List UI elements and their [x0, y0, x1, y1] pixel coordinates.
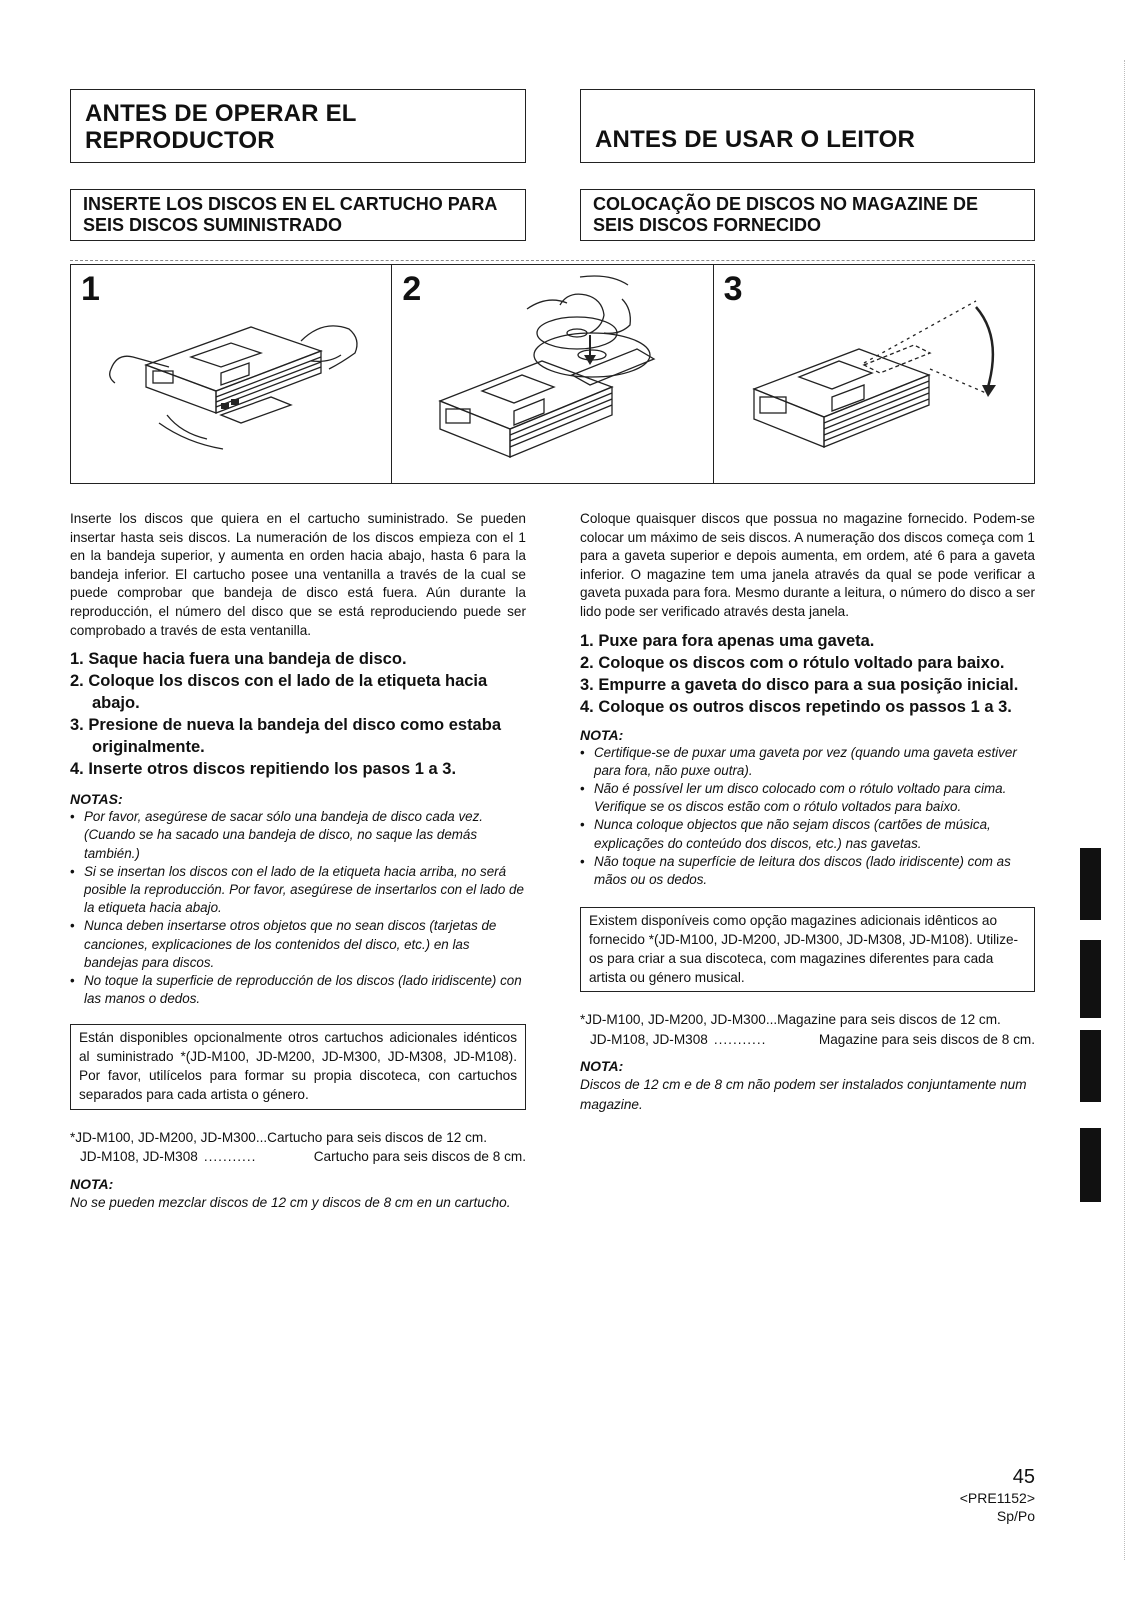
section-subtitle-spanish: INSERTE LOS DISCOS EN EL CARTUCHO PARA SEIS DISCOS SUMINISTRADO	[83, 194, 497, 235]
title-box-portuguese	[580, 89, 1035, 163]
optional-cartridges-text: Están disponibles opcionalmente otros cartuchos adicionales idénticos al suministrado *(JD-M100, JD-M200, JD-M300, JD-M308, JD-M108). Por favor, utilícelos para formar su propia discoteca, con cartuchos separados para cada artista o género.	[79, 1030, 517, 1102]
divider	[70, 260, 1035, 261]
disc-placement-illustration	[392, 265, 710, 483]
tray-push-back-illustration	[714, 265, 1032, 483]
optional-cartridges-box-spanish	[70, 1024, 526, 1109]
illustration-strip	[70, 264, 1035, 484]
step-number-1: 1	[81, 270, 100, 308]
page-title-portuguese: ANTES DE USAR O LEITOR	[595, 126, 915, 153]
title-box-spanish	[70, 89, 526, 163]
note-item: • Nunca deben insertarse otros objetos que no sean discos (tarjetas de canciones, explicaciones de los contenidos del disco, etc.) en las bandejas para discos.	[70, 917, 526, 972]
steps-list-portuguese	[580, 630, 1035, 718]
edge-tab-1	[1080, 848, 1101, 920]
portuguese-column	[580, 510, 1035, 1114]
cartridge-tray-pull-illustration	[71, 265, 389, 483]
language-code: Sp/Po	[996, 1508, 1035, 1524]
illustration-panel-3	[713, 265, 1034, 483]
document-code: <PRE1152>	[959, 1490, 1035, 1506]
illustration-panel-2	[391, 265, 712, 483]
notes-heading-spanish: NOTAS:	[70, 791, 123, 808]
nota-text-portuguese: Discos de 12 cm e de 8 cm não podem ser instalados conjuntamente num magazine.	[580, 1077, 1027, 1112]
step-item: 1. Puxe para fora apenas uma gaveta.	[580, 631, 875, 650]
right-edge-line	[1124, 60, 1126, 1560]
nota-heading-portuguese: NOTA:	[580, 1058, 624, 1075]
step-number-3: 3	[723, 270, 743, 308]
note-item: • Si se insertan los discos con el lado de la etiqueta hacia arriba, no será posible la reproducción. Por favor, asegúrese de insertarlos con el lado de la etiqueta hacia abajo.	[70, 863, 526, 918]
footnote-dots: ...........	[203, 1149, 257, 1165]
footnote-line-1: *JD-M100, JD-M200, JD-M300...Magazine para seis discos de 12 cm.	[580, 1012, 1001, 1028]
edge-tab-3	[1080, 1030, 1101, 1102]
step-item: 2. Coloque los discos con el lado de la etiqueta hacia abajo.	[70, 672, 488, 713]
optional-magazines-text: Existem disponíveis como opção magazines adicionais idênticos ao fornecido *(JD-M100, JD-M200, JD-M300, JD-M308, JD-M108). Utilize-os para criar a sua discoteca, com magazines diferentes para cada artista ou género musical.	[589, 913, 1019, 985]
footnote-models: JD-M108, JD-M308	[590, 1031, 708, 1047]
subtitle-box-spanish	[70, 189, 526, 241]
edge-tab-4	[1080, 1128, 1101, 1202]
step-item: 1. Saque hacia fuera una bandeja de disco.	[70, 650, 407, 669]
footnote-description: Cartucho para seis discos de 8 cm.	[313, 1149, 526, 1165]
optional-magazines-box-portuguese	[580, 907, 1035, 992]
page-title-spanish: ANTES DE OPERAR EL REPRODUCTOR	[85, 100, 357, 154]
illustration-panel-1	[71, 265, 391, 483]
note-item: • Por favor, asegúrese de sacar sólo una bandeja de disco cada vez. (Cuando se ha sacado una bandeja de disco, no saque las demás también.)	[70, 808, 526, 863]
notes-list-portuguese	[580, 744, 1035, 890]
nota-text-spanish: No se pueden mezclar discos de 12 cm y discos de 8 cm en un cartucho.	[70, 1194, 511, 1210]
page-footer	[900, 1465, 1035, 1525]
nota-heading-spanish: NOTA:	[70, 1175, 114, 1192]
note-item: • No toque la superficie de reproducción de los discos (lado iridiscente) con las manos o dedos.	[70, 972, 526, 1008]
footnote-line-2	[70, 1147, 526, 1167]
footnote-spanish	[70, 1128, 526, 1167]
notes-heading-portuguese: NOTA:	[580, 726, 624, 743]
step-number-2: 2	[402, 270, 422, 308]
note-item: • Não é possível ler um disco colocado com o rótulo voltado para cima. Verifique se os discos estão com o rótulo voltados para baixo.	[580, 780, 1035, 816]
notes-list-spanish	[70, 808, 526, 1008]
footnote-portuguese	[580, 1010, 1035, 1049]
steps-list-spanish	[70, 648, 526, 780]
note-item: • Certifique-se de puxar uma gaveta por vez (quando uma gaveta estiver para fora, não puxe outra).	[580, 744, 1035, 780]
step-item: 4. Inserte otros discos repitiendo los pasos 1 a 3.	[70, 760, 457, 779]
step-item: 2. Coloque os discos com o rótulo voltado para baixo.	[580, 653, 1005, 672]
footnote-dots: ...........	[713, 1031, 767, 1047]
footnote-line-1: *JD-M100, JD-M200, JD-M300...Cartucho para seis discos de 12 cm.	[70, 1129, 488, 1145]
footnote-description: Magazine para seis discos de 8 cm.	[818, 1031, 1035, 1047]
subtitle-box-portuguese	[580, 189, 1035, 241]
section-subtitle-portuguese: COLOCAÇÃO DE DISCOS NO MAGAZINE DE SEIS DISCOS FORNECIDO	[593, 194, 979, 235]
edge-tab-2	[1080, 940, 1101, 1018]
note-item: • Não toque na superfície de leitura dos discos (lado iridiscente) com as mãos ou os dedos.	[580, 853, 1035, 889]
step-item: 3. Presione de nueva la bandeja del disco como estaba originalmente.	[70, 716, 501, 757]
step-item: 3. Empurre a gaveta do disco para a sua posição inicial.	[580, 675, 1019, 694]
intro-paragraph-spanish: Inserte los discos que quiera en el cartucho suministrado. Se pueden insertar hasta seis discos. La numeración de los discos empieza con el 1 en la bandeja superior, y aumenta en orden hacia abajo, hasta 6 para la bandeja inferior. El cartucho posee una ventanilla a través de la cual se puede comprobar que bandeja de disco está fuera. Aún durante la reproducción, el número del disco que se está reproduciendo puede ser comprobado a través de esta ventanilla.	[70, 511, 526, 638]
note-item: • Nunca coloque objectos que não sejam discos (cartões de música, explicações do conteúdo dos discos, etc.) nas gavetas.	[580, 816, 1035, 852]
footnote-line-2	[580, 1030, 1035, 1050]
page-number: 45	[1012, 1466, 1035, 1488]
spanish-column	[70, 510, 526, 1212]
intro-paragraph-portuguese: Coloque quaisquer discos que possua no magazine fornecido. Podem-se colocar um máximo de seis discos. A numeração dos discos começa com 1 para a gaveta superior e depois aumenta, em ordem, até 6 para a gaveta inferior. O magazine tem uma janela através da qual se pode verificar a gaveta puxada para fora. Mesmo durante a leitura, o número do disco a ser lido pode ser verificado através desta janela.	[580, 511, 1035, 619]
step-item: 4. Coloque os outros discos repetindo os passos 1 a 3.	[580, 697, 1012, 716]
footnote-models: JD-M108, JD-M308	[80, 1149, 198, 1165]
